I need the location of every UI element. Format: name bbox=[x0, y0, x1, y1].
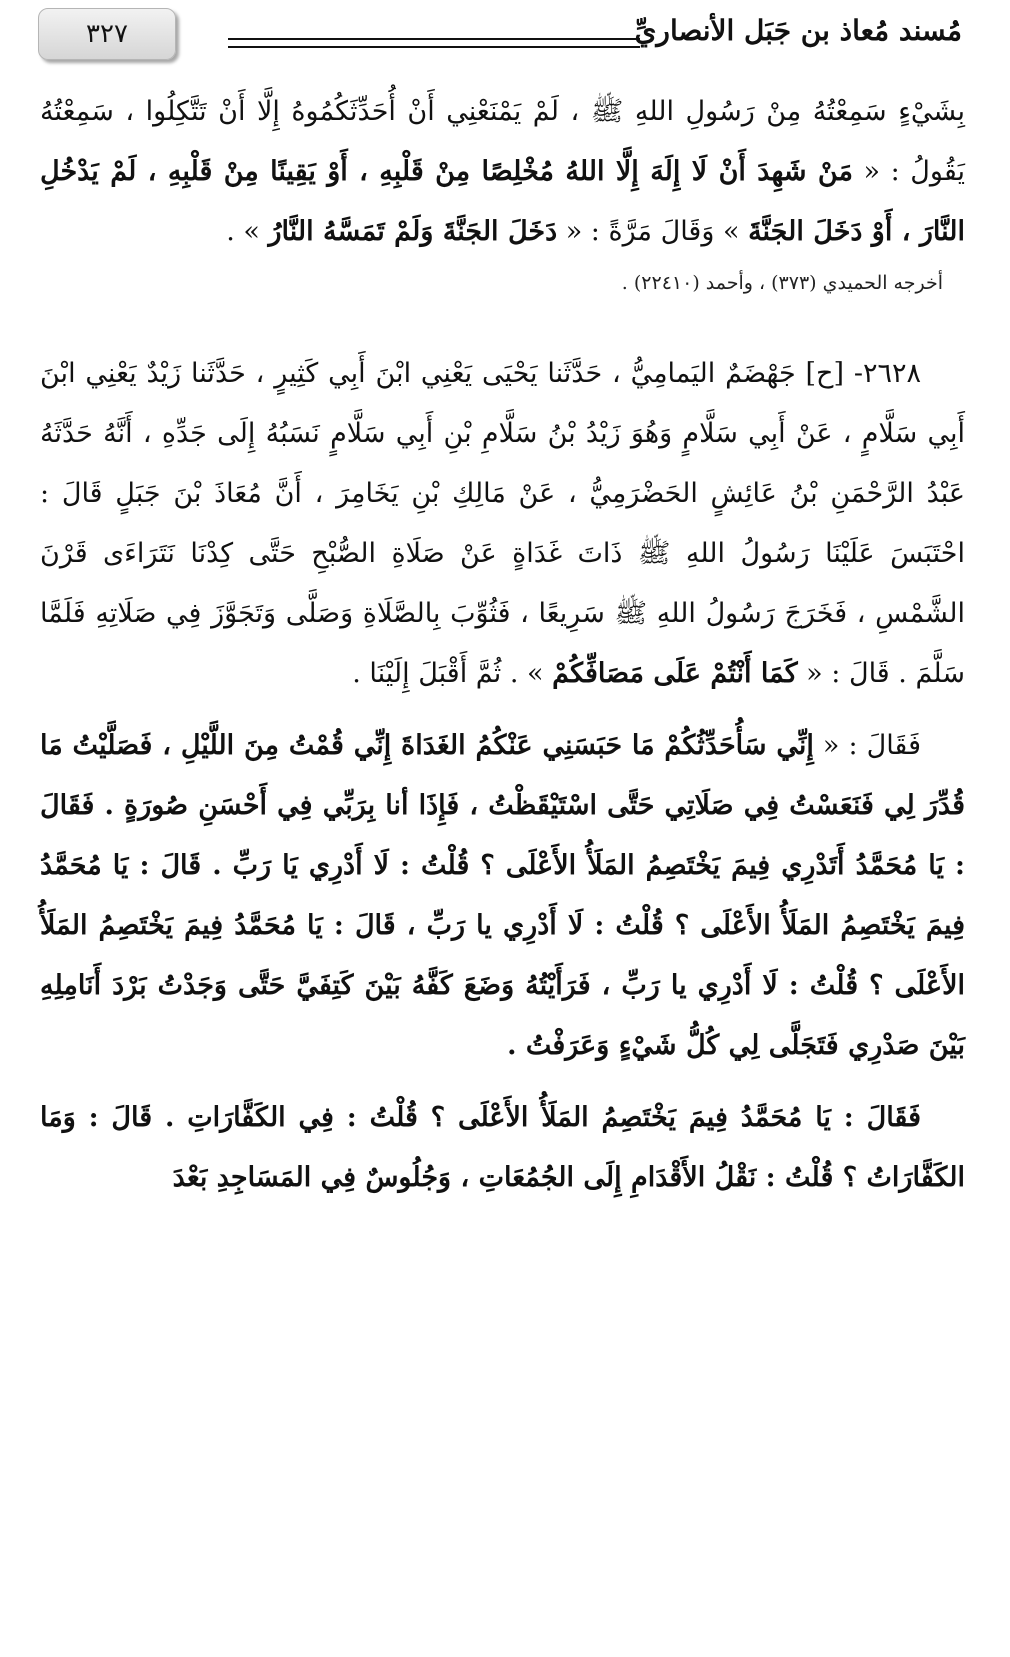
paragraph-1 bbox=[40, 82, 965, 262]
narration-text: » . ثُمَّ أَقْبَلَ إِلَيْنَا . bbox=[352, 658, 553, 689]
page-body bbox=[40, 82, 965, 1208]
paragraph-gap bbox=[40, 1076, 965, 1088]
paragraph-3 bbox=[40, 716, 965, 1076]
narration-text: بِشَيْءٍ سَمِعْتُهُ مِنْ رَسُولِ اللهِ ﷺ ، لَمْ يَمْنَعْنِي أَنْ أُحَدِّثَكُمُوهُ إِلَّا أَنْ تَتَّكِلُوا ، سَمِعْتُهُ يَقُولُ : « bbox=[40, 96, 965, 187]
takhrij-footnote: أخرجه الحميدي (٣٧٣) ، وأحمد (٢٢٤١٠) . bbox=[621, 272, 943, 294]
narration-text: » وَقَالَ مَرَّةً : « bbox=[557, 216, 749, 247]
paragraph-4: فَقَالَ : يَا مُحَمَّدُ فِيمَ يَخْتَصِمُ المَلَأُ الأَعْلَى ؟ قُلْتُ : فِي الكَفَّارَاتِ . قَالَ : وَمَا الكَفَّارَاتُ ؟ قُلْتُ : نَقْلُ الأَقْدَامِ إِلَى الجُمُعَاتِ ، وَجُلُوسٌ فِي المَسَاجِدِ بَعْدَ bbox=[40, 1102, 965, 1193]
narration-text: فَقَالَ : « bbox=[813, 730, 921, 761]
header-divider-rule bbox=[228, 38, 640, 48]
paragraph-gap bbox=[40, 704, 965, 716]
hadith-quote: دَخَلَ الجَنَّةَ وَلَمْ تَمَسَّهُ النَّارُ bbox=[268, 216, 558, 247]
narration-text: » . bbox=[226, 216, 269, 247]
section-gap bbox=[40, 300, 965, 344]
hadith-quote: كَمَا أَنْتُمْ عَلَى مَصَافِّكُمْ bbox=[552, 658, 798, 689]
hadith-quote: مَنْ شَهِدَ أَنْ لَا إِلَهَ إِلَّا اللهُ مُخْلِصًا مِنْ قَلْبِهِ ، أَوْ يَقِينًا مِنْ قَلْبِهِ ، لَمْ يَدْخُلِ النَّارَ ، أَوْ دَخَلَ الجَنَّةَ bbox=[40, 156, 965, 247]
hadith-2628 bbox=[40, 344, 965, 704]
hadith-quote: إِنِّي سَأُحَدِّثُكُمْ مَا حَبَسَنِي عَنْكُمُ الغَدَاةَ إِنِّي قُمْتُ مِنَ اللَّيْلِ ، فَصَلَّيْتُ مَا قُدِّرَ لِي فَنَعَسْتُ فِي صَلَاتِي حَتَّى اسْتَيْقَظْتُ ، فَإِذَا أنا بِرَبِّي فِي أَحْسَنِ صُورَةٍ . فَقَالَ : يَا مُحَمَّدُ أَتَدْرِي فِيمَ يَخْتَصِمُ المَلَأُ الأَعْلَى ؟ قُلْتُ : لَا أَدْرِي يَا رَبِّ . قَالَ : يَا مُحَمَّدُ فِيمَ يَخْتَصِمُ المَلَأُ الأَعْلَى ؟ قُلْتُ : لَا أَدْرِي يا رَبِّ ، قَالَ : يَا مُحَمَّدُ فِيمَ يَخْتَصِمُ المَلَأُ الأَعْلَى ؟ قُلْتُ : لَا أَدْرِي يا رَبِّ ، فَرَأَيْتُهُ وَضَعَ كَفَّهُ بَيْنَ كَتِفَيَّ حَتَّى وَجَدْتُ بَرْدَ أَنَامِلِهِ بَيْنَ صَدْرِي فَتَجَلَّى لِي كُلُّ شَيْءٍ وَعَرَفْتُ . bbox=[40, 730, 965, 1061]
isnad-text: ٢٦٢٨- [ح] جَهْضَمٌ اليَمامِيُّ ، حَدَّثَنا يَحْيَى يَعْنِي ابْنَ أَبِي كَثِيرٍ ، حَدَّثَنا زَيْدٌ يَعْنِي ابْنَ أَبِي سَلَّامٍ ، عَنْ أَبِي سَلَّامٍ وَهُوَ زَيْدُ بْنُ سَلَّامِ بْنِ أَبِي سَلَّامٍ نَسَبُهُ إِلَى جَدِّهِ ، أَنَّهُ حَدَّثَهُ عَبْدُ الرَّحْمَنِ بْنُ عَائِشٍ الحَضْرَمِيُّ ، عَنْ مَالِكِ بْنِ يَخَامِرَ ، أَنَّ مُعَاذَ بْنَ جَبَلٍ قَالَ : احْتَبَسَ عَلَيْنَا رَسُولُ اللهِ ﷺ ذَاتَ غَدَاةٍ عَنْ صَلَاةِ الصُّبْحِ حَتَّى كِدْنَا نَتَرَاءَى قَرْنَ الشَّمْسِ ، فَخَرَجَ رَسُولُ اللهِ ﷺ سَرِيعًا ، فَثُوِّبَ بِالصَّلَاةِ وَصَلَّى وَتَجَوَّزَ فِي صَلَاتِهِ فَلَمَّا سَلَّمَ . قَالَ : « bbox=[40, 358, 965, 689]
page-number-badge: ٣٢٧ bbox=[38, 8, 176, 60]
running-title: مُسند مُعاذ بن جَبَل الأنصاريِّ bbox=[634, 14, 962, 47]
page-header bbox=[38, 8, 962, 64]
